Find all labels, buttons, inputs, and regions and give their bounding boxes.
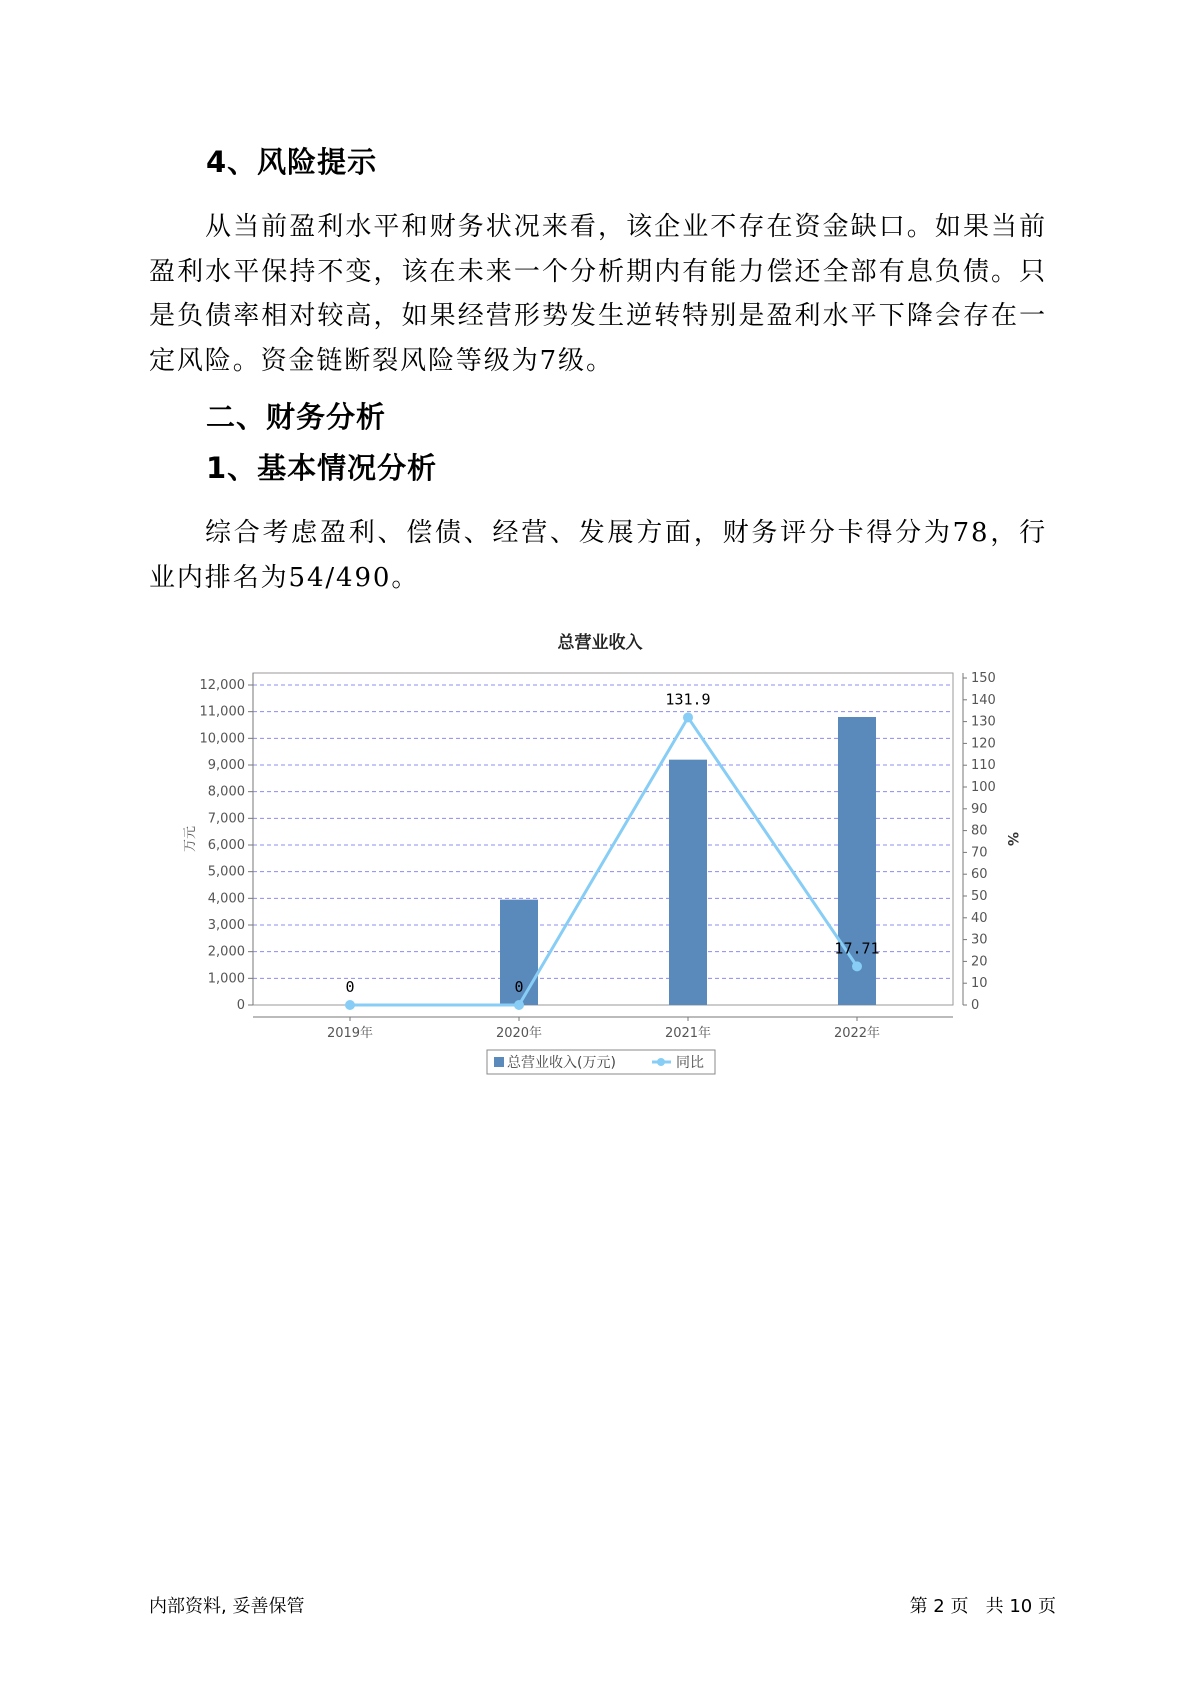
right-tick-label: 150 bbox=[971, 671, 996, 686]
legend-line-marker bbox=[657, 1058, 665, 1066]
risk-heading: 4、风险提示 bbox=[206, 145, 378, 179]
left-tick-label: 2,000 bbox=[207, 944, 245, 960]
x-tick-label: 2021年 bbox=[664, 1026, 712, 1041]
right-tick-label: 140 bbox=[971, 692, 996, 708]
left-tick-label: 6,000 bbox=[207, 838, 245, 853]
right-tick-label: 50 bbox=[971, 889, 988, 904]
legend-bar-swatch bbox=[494, 1057, 504, 1067]
right-tick-label: 90 bbox=[971, 801, 988, 817]
left-tick-label: 9,000 bbox=[207, 758, 245, 773]
left-tick-label: 12,000 bbox=[199, 678, 245, 693]
yoy-point bbox=[683, 712, 693, 722]
revenue-chart bbox=[170, 620, 1040, 1090]
left-tick-label: 8,000 bbox=[207, 784, 245, 800]
legend-bar-label: 总营业收入(万元) bbox=[507, 1055, 616, 1071]
left-tick-label: 11,000 bbox=[199, 704, 245, 720]
yoy-data-label: 0 bbox=[345, 978, 355, 996]
chart-title: 总营业收入 bbox=[557, 633, 643, 653]
yoy-data-label: 17.71 bbox=[834, 939, 880, 958]
left-tick-label: 7,000 bbox=[207, 811, 245, 827]
right-tick-label: 110 bbox=[971, 758, 996, 774]
yoy-point bbox=[852, 961, 862, 971]
y-axis-title-left: 万元 bbox=[183, 825, 198, 853]
right-tick-label: 0 bbox=[971, 998, 980, 1013]
yoy-data-label: 131.9 bbox=[665, 690, 711, 709]
finance-analysis-heading: 二、财务分析 bbox=[206, 400, 387, 434]
footer-confidential-note: 内部资料, 妥善保管 bbox=[149, 1596, 305, 1617]
left-tick-label: 0 bbox=[236, 998, 245, 1013]
risk-paragraph: 从当前盈利水平和财务状况来看，该企业不存在资金缺口。如果当前盈利水平保持不变，该在未来一个分析期内有能力偿还全部有息负债。只是负债率相对较高，如果经营形势发生逆转特别是盈利水平下降会存在一定风险。资金链断裂风险等级为7级。 bbox=[149, 212, 1047, 377]
yoy-point bbox=[514, 1000, 524, 1010]
left-tick-label: 3,000 bbox=[207, 918, 245, 933]
right-tick-label: 20 bbox=[971, 954, 988, 970]
right-tick-label: 100 bbox=[971, 780, 996, 795]
right-tick-label: 10 bbox=[971, 976, 988, 992]
yoy-point bbox=[345, 1000, 355, 1010]
left-tick-label: 1,000 bbox=[207, 971, 245, 987]
right-tick-label: 120 bbox=[971, 736, 996, 752]
right-tick-label: 60 bbox=[971, 867, 988, 883]
revenue-bar bbox=[669, 760, 707, 1005]
x-tick-label: 2019年 bbox=[326, 1026, 374, 1041]
left-tick-label: 5,000 bbox=[207, 864, 245, 880]
left-tick-label: 4,000 bbox=[207, 891, 245, 907]
right-tick-label: 130 bbox=[971, 714, 996, 730]
x-tick-label: 2022年 bbox=[833, 1026, 881, 1041]
right-tick-label: 40 bbox=[971, 910, 988, 926]
legend-line-label: 同比 bbox=[676, 1055, 704, 1071]
basic-analysis-paragraph: 综合考虑盈利、偿债、经营、发展方面，财务评分卡得分为78，行业内排名为54/490。 bbox=[149, 518, 1047, 593]
right-tick-label: 70 bbox=[971, 845, 988, 861]
yoy-data-label: 0 bbox=[514, 978, 524, 996]
footer-page-number: 第 2 页 共 10 页 bbox=[909, 1596, 1056, 1617]
y-axis-title-right: % bbox=[1004, 831, 1020, 847]
basic-analysis-heading: 1、基本情况分析 bbox=[206, 451, 438, 485]
x-tick-label: 2020年 bbox=[495, 1026, 543, 1041]
chart-legend bbox=[487, 1050, 715, 1074]
left-tick-label: 10,000 bbox=[199, 731, 245, 747]
right-tick-label: 80 bbox=[971, 823, 988, 839]
right-tick-label: 30 bbox=[971, 932, 988, 948]
